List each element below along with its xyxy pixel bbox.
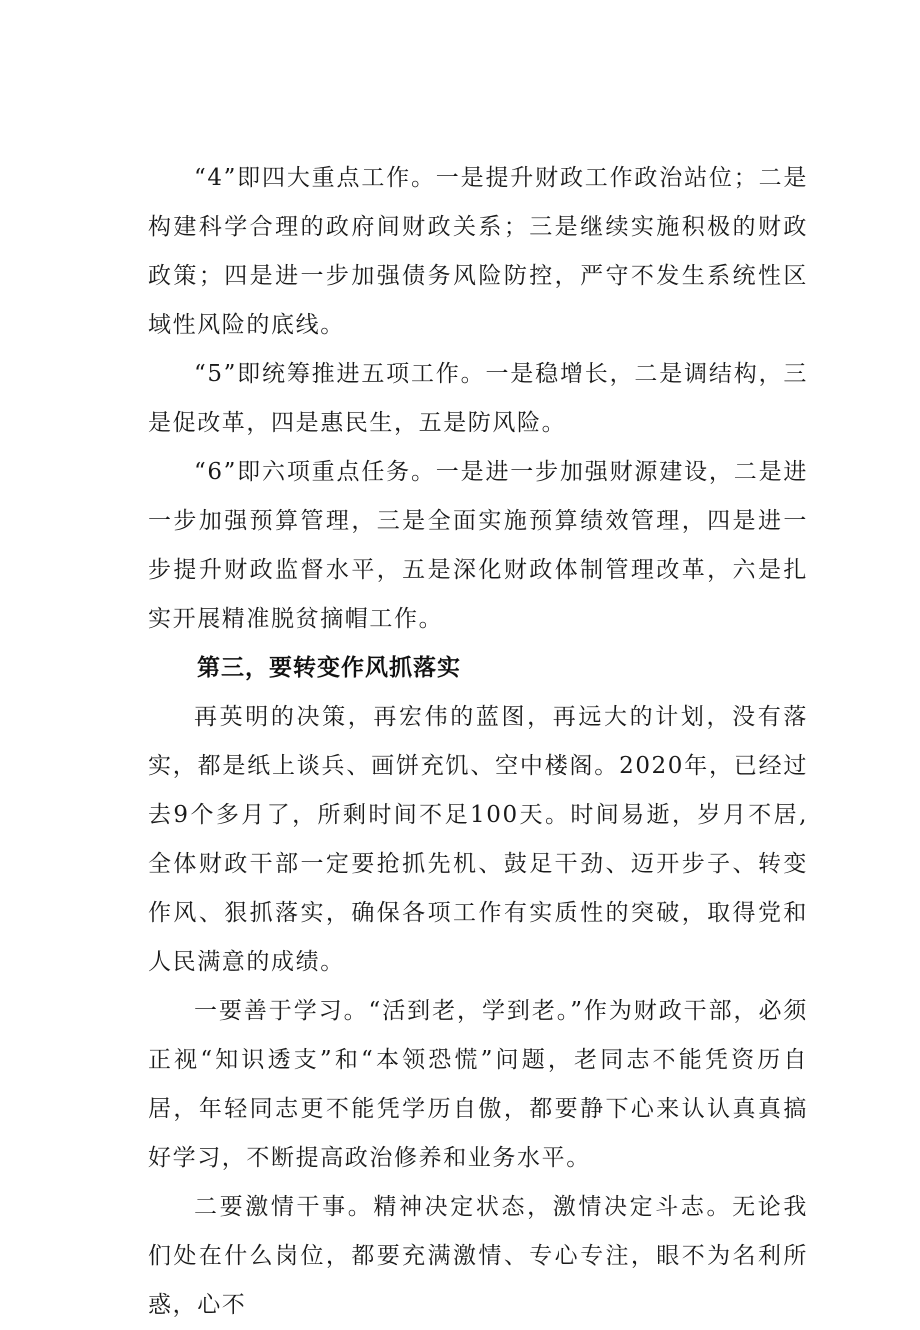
paragraph-five-works: “5”即统筹推进五项工作。一是稳增长，二是调结构，三是促改革，四是惠民生，五是防风险。 (148, 361, 808, 436)
paragraph-implementation: 再英明的决策，再宏伟的蓝图，再远大的计划，没有落实，都是纸上谈兵、画饼充饥、空中楼阁。2020年，已经过去9个多月了，所剩时间不足100天。时间易逝，岁月不居,全体财政干部一定要抢抓先机、鼓足干劲、迈开步子、转变作风、狠抓落实，确保各项工作有实质性的突破，取得党和人民满意的成绩。 (148, 704, 808, 975)
paragraph-four-key-tasks: “4”即四大重点工作。一是提升财政工作政治站位；二是构建科学合理的政府间财政关系；三是继续实施积极的财政政策；四是进一步加强债务风险防控，严守不发生系统性区域性风险的底线。 (148, 165, 808, 338)
paragraph-learning: 一要善于学习。“活到老，学到老。”作为财政干部，必须正视“知识透支”和“本领恐慌”问题，老同志不能凭资历自居，年轻同志更不能凭学历自傲，都要静下心来认认真真搞好学习，不断提高政治修养和业务水平。 (148, 998, 808, 1171)
paragraph-six-tasks: “6”即六项重点任务。一是进一步加强财源建设，二是进一步加强预算管理，三是全面实施预算绩效管理，四是进一步提升财政监督水平，五是深化财政体制管理改革，六是扎实开展精准脱贫摘帽工作。 (148, 459, 808, 632)
section-heading: 第三，要转变作风抓落实 (197, 655, 461, 681)
document-body (148, 154, 808, 1330)
paragraph-passion: 二要激情干事。精神决定状态，激情决定斗志。无论我们处在什么岗位，都要充满激情、专心专注，眼不为名利所惑，心不 (148, 1194, 808, 1318)
